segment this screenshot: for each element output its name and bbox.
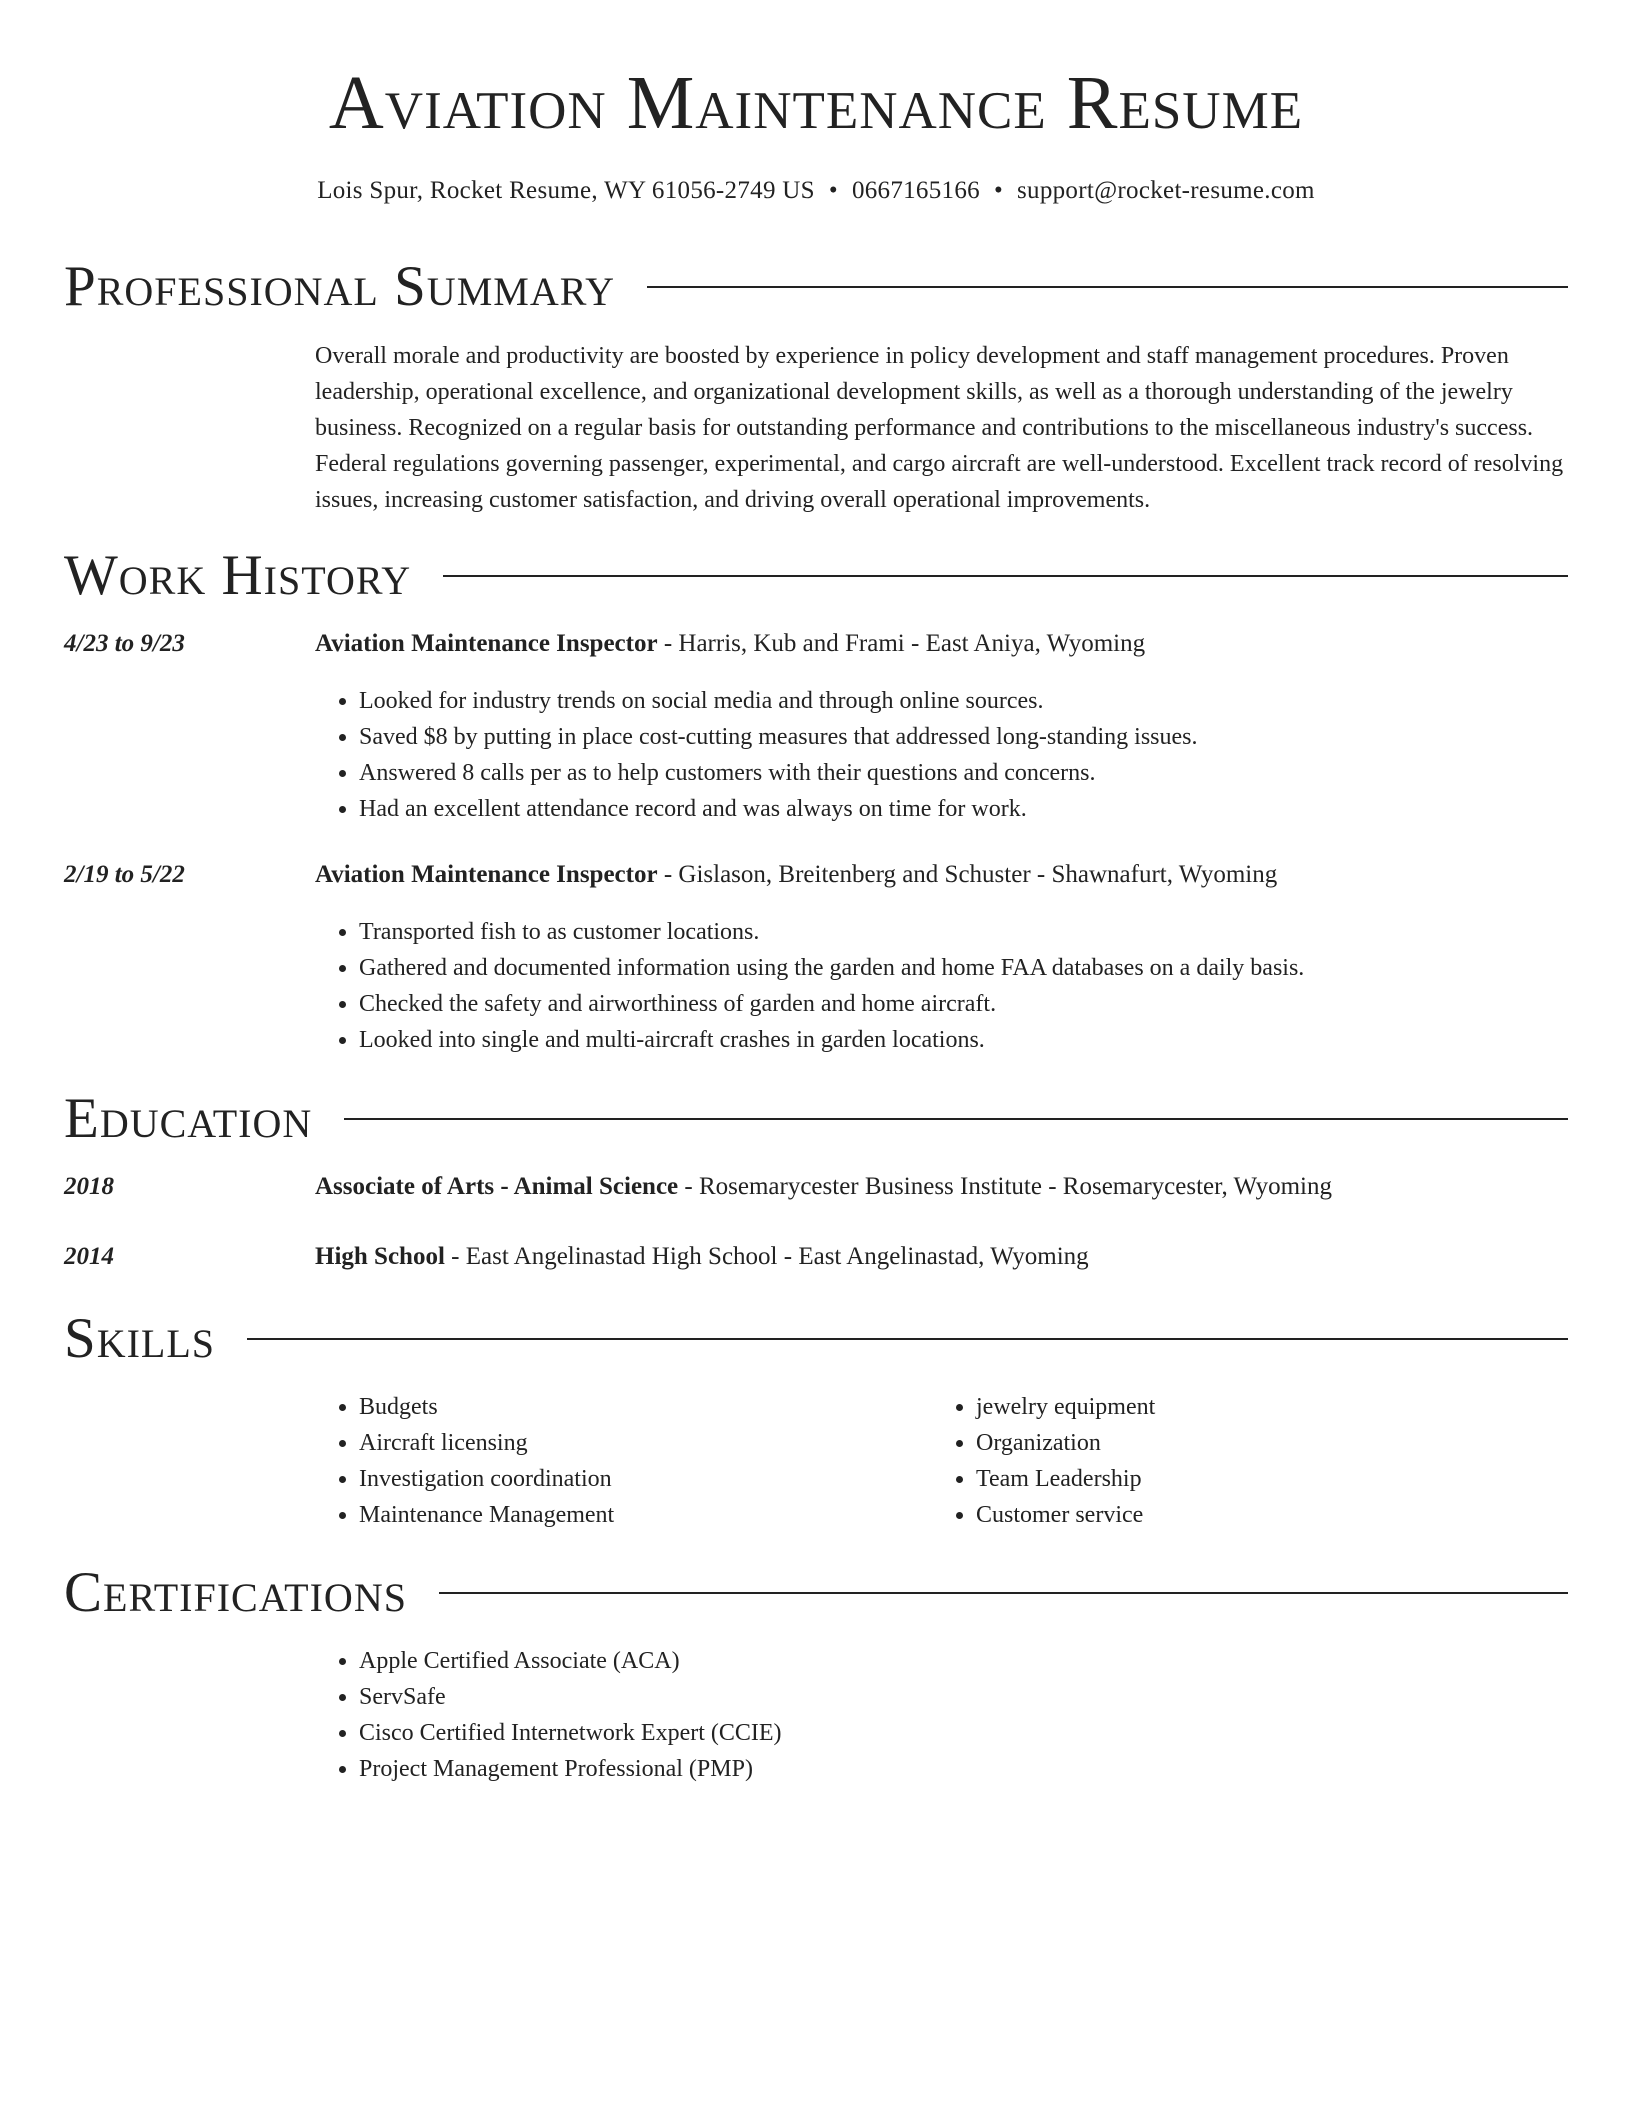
section-divider xyxy=(344,1118,1568,1120)
skill-item: • Organization xyxy=(976,1425,1546,1461)
list-item: • Checked the safety and airworthiness of garden and home aircraft. xyxy=(359,986,1304,1022)
skills-list-left xyxy=(315,1389,929,1533)
education-year: 2018 xyxy=(64,1173,114,1200)
list-item: • Looked into single and multi-aircraft crashes in garden locations. xyxy=(359,1022,1304,1058)
job-dates: 4/23 to 9/23 xyxy=(64,630,185,657)
skill-item: • Maintenance Management xyxy=(359,1497,929,1533)
work-heading: Work History xyxy=(64,544,412,607)
job-details: - Harris, Kub and Frami - East Aniya, Wyoming xyxy=(657,630,1146,657)
skills-section-header xyxy=(64,1307,1568,1371)
skill-item: • Investigation coordination xyxy=(359,1461,929,1497)
summary-section-header xyxy=(64,255,1568,319)
job-title: Aviation Maintenance Inspector xyxy=(315,630,658,657)
certification-item: • Cisco Certified Internetwork Expert (CCIE) xyxy=(359,1715,782,1751)
contact-phone: 0667165166 xyxy=(851,177,980,204)
certification-item: • Apple Certified Associate (ACA) xyxy=(359,1643,782,1679)
skill-item: • Team Leadership xyxy=(976,1461,1546,1497)
contact-line xyxy=(0,174,1632,208)
education-heading: Education xyxy=(64,1087,313,1150)
list-item: • Transported fish to as customer locations. xyxy=(359,914,1304,950)
contact-separator: • xyxy=(828,177,838,204)
contact-email: support@rocket-resume.com xyxy=(1017,177,1315,204)
skill-item: • jewelry equipment xyxy=(976,1389,1546,1425)
skill-item: • Aircraft licensing xyxy=(359,1425,929,1461)
skills-heading: Skills xyxy=(64,1307,216,1370)
education-degree: High School xyxy=(315,1243,445,1270)
education-entry xyxy=(315,1240,1089,1274)
education-details: - East Angelinastad High School - East Angelinastad, Wyoming xyxy=(444,1243,1089,1270)
section-divider xyxy=(647,286,1568,288)
contact-separator: • xyxy=(993,177,1003,204)
job-heading xyxy=(315,627,1145,661)
certifications-list xyxy=(315,1643,782,1787)
education-degree: Associate of Arts - Animal Science xyxy=(315,1173,679,1200)
skill-item: • Customer service xyxy=(976,1497,1546,1533)
certification-item: • ServSafe xyxy=(359,1679,782,1715)
job-bullets xyxy=(315,914,1304,1058)
section-divider xyxy=(443,575,1568,577)
certifications-section-header xyxy=(64,1561,1568,1625)
work-section-header xyxy=(64,544,1568,608)
resume-title: Aviation Maintenance Resume xyxy=(328,61,1304,145)
section-divider xyxy=(247,1338,1568,1340)
list-item: • Answered 8 calls per as to help customers with their questions and concerns. xyxy=(359,755,1198,791)
certifications-heading: Certifications xyxy=(64,1561,407,1624)
list-item: • Had an excellent attendance record and was always on time for work. xyxy=(359,791,1198,827)
job-title: Aviation Maintenance Inspector xyxy=(315,861,658,888)
education-section-header xyxy=(64,1087,1568,1151)
list-item: • Looked for industry trends on social media and through online sources. xyxy=(359,683,1198,719)
skill-item: • Budgets xyxy=(359,1389,929,1425)
certification-item: • Project Management Professional (PMP) xyxy=(359,1751,782,1787)
skills-list-right xyxy=(932,1389,1546,1533)
section-divider xyxy=(439,1592,1568,1594)
education-year: 2014 xyxy=(64,1243,114,1270)
education-details: - Rosemarycester Business Institute - Rosemarycester, Wyoming xyxy=(678,1173,1332,1200)
job-heading xyxy=(315,858,1277,892)
job-dates: 2/19 to 5/22 xyxy=(64,861,185,888)
contact-address: Lois Spur, Rocket Resume, WY 61056-2749 US xyxy=(317,177,815,204)
summary-text: Overall morale and productivity are boosted by experience in policy development and staff management procedures. Proven leadership, operational excellence, and organizational development skills, as well as a thorough understanding of the jewelry business. Recognized on a regular basis for outstanding performance and contributions to the miscellaneous industry's success. Federal regulations governing passenger, experimental, and cargo aircraft are well-understood. Excellent track record of resolving issues, increasing customer satisfaction, and driving overall operational improvements. xyxy=(315,343,1564,513)
list-item: • Gathered and documented information using the garden and home FAA databases on a daily basis. xyxy=(359,950,1304,986)
job-bullets xyxy=(315,683,1198,827)
list-item: • Saved $8 by putting in place cost-cutting measures that addressed long-standing issues. xyxy=(359,719,1198,755)
job-details: - Gislason, Breitenberg and Schuster - Shawnafurt, Wyoming xyxy=(657,861,1278,888)
education-entry xyxy=(315,1170,1332,1204)
summary-heading: Professional Summary xyxy=(64,255,616,318)
